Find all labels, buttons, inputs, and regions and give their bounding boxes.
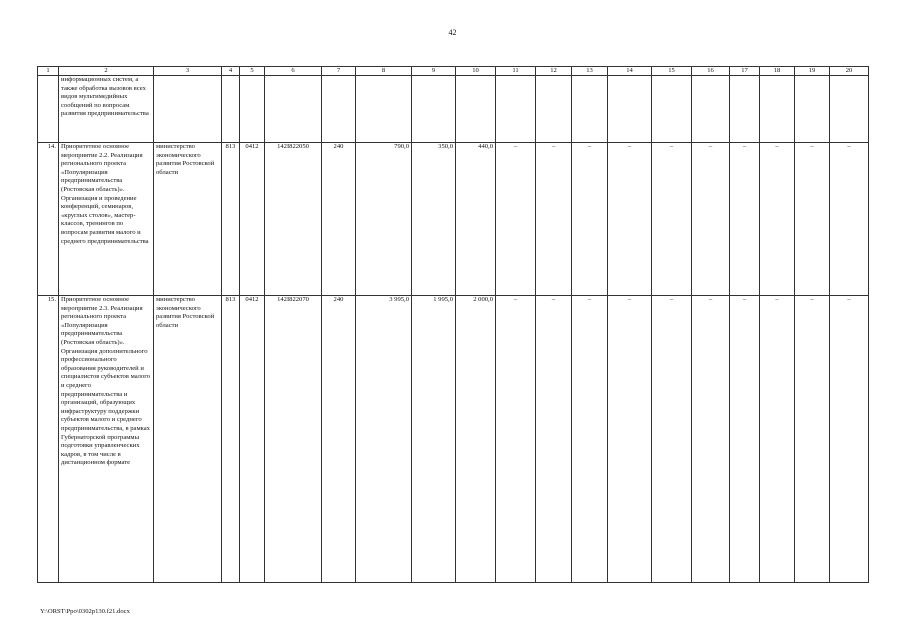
- table-row: [38, 143, 869, 296]
- header-cell: 16: [692, 67, 730, 76]
- year-amount: [536, 76, 572, 143]
- header-cell: 2: [59, 67, 154, 76]
- total-amount: 3 995,0: [356, 296, 412, 583]
- year-amount: [496, 76, 536, 143]
- header-cell: 20: [830, 67, 869, 76]
- year-amount: 350,0: [412, 143, 456, 296]
- page-number: 42: [448, 28, 457, 37]
- year-amount: –: [608, 296, 652, 583]
- target-article: 142I822070: [265, 296, 322, 583]
- year-amount: [795, 76, 830, 143]
- header-cell: 4: [222, 67, 240, 76]
- header-cell: 7: [322, 67, 356, 76]
- year-amount: –: [572, 143, 608, 296]
- header-cell: 11: [496, 67, 536, 76]
- year-amount: –: [730, 143, 760, 296]
- expense-type: 240: [322, 143, 356, 296]
- total-amount: 790,0: [356, 143, 412, 296]
- year-amount: 440,0: [456, 143, 496, 296]
- year-amount: –: [795, 296, 830, 583]
- year-amount: –: [536, 143, 572, 296]
- section-code: [240, 76, 265, 143]
- header-cell: 12: [536, 67, 572, 76]
- program-table: [37, 66, 869, 583]
- executor: министерство экономического развития Ростовской области: [154, 296, 222, 583]
- year-amount: –: [608, 143, 652, 296]
- grbs-code: 813: [222, 296, 240, 583]
- executor: министерство экономического развития Ростовской области: [154, 143, 222, 296]
- header-row: [38, 67, 869, 76]
- file-path-footer: Y:\ORST\Ppo\0302p130.f21.docx: [40, 608, 130, 615]
- header-cell: 8: [356, 67, 412, 76]
- grbs-code: [222, 76, 240, 143]
- year-amount: 1 995,0: [412, 296, 456, 583]
- header-cell: 3: [154, 67, 222, 76]
- year-amount: [608, 76, 652, 143]
- row-number: [38, 76, 59, 143]
- total-amount: [356, 76, 412, 143]
- header-cell: 6: [265, 67, 322, 76]
- year-amount: –: [496, 143, 536, 296]
- row-number: 15.: [38, 296, 59, 583]
- expense-type: 240: [322, 296, 356, 583]
- year-amount: [830, 76, 869, 143]
- header-cell: 15: [652, 67, 692, 76]
- year-amount: –: [795, 143, 830, 296]
- year-amount: [572, 76, 608, 143]
- year-amount: [730, 76, 760, 143]
- row-number: 14.: [38, 143, 59, 296]
- header-cell: 5: [240, 67, 265, 76]
- header-cell: 9: [412, 67, 456, 76]
- header-cell: 14: [608, 67, 652, 76]
- measure-name: Приоритетное основное мероприятие 2.3. Реализация регионального проекта «Популяризация предпринимательства (Ростовская область)». Организация дополнительного профессионального образования руководителей и специалистов субъектов малого и среднего предпринимательства и организаций, образующих инфраструктуру поддержки субъектов малого и среднего предпринимательства, в рамках Губернаторской программы подготовки управленческих кадров, в том числе в дистанционном формате: [59, 296, 154, 583]
- year-amount: [412, 76, 456, 143]
- header-cell: 17: [730, 67, 760, 76]
- year-amount: 2 000,0: [456, 296, 496, 583]
- header-cell: 1: [38, 67, 59, 76]
- year-amount: –: [830, 143, 869, 296]
- measure-name: информационных систем, а также обработка вызовов всех видов мультимедийных сообщений по вопросам развития предпринимательства: [59, 76, 154, 143]
- year-amount: –: [652, 296, 692, 583]
- executor: [154, 76, 222, 143]
- header-cell: 18: [760, 67, 795, 76]
- section-code: 0412: [240, 143, 265, 296]
- section-code: 0412: [240, 296, 265, 583]
- year-amount: –: [830, 296, 869, 583]
- year-amount: –: [730, 296, 760, 583]
- year-amount: –: [652, 143, 692, 296]
- target-article: [265, 76, 322, 143]
- year-amount: [456, 76, 496, 143]
- grbs-code: 813: [222, 143, 240, 296]
- year-amount: –: [760, 296, 795, 583]
- year-amount: [760, 76, 795, 143]
- table-row: [38, 296, 869, 583]
- expense-type: [322, 76, 356, 143]
- header-cell: 10: [456, 67, 496, 76]
- year-amount: –: [496, 296, 536, 583]
- target-article: 142I822050: [265, 143, 322, 296]
- year-amount: [652, 76, 692, 143]
- year-amount: –: [572, 296, 608, 583]
- year-amount: [692, 76, 730, 143]
- header-cell: 13: [572, 67, 608, 76]
- year-amount: –: [536, 296, 572, 583]
- year-amount: –: [760, 143, 795, 296]
- header-cell: 19: [795, 67, 830, 76]
- measure-name: Приоритетное основное мероприятие 2.2. Реализация регионального проекта «Популяризация предпринимательства (Ростовская область)». Организация и проведение конференций, семинаров, «круглых столов», мастер-классов, тренингов по вопросам развития малого и среднего предпринимательства: [59, 143, 154, 296]
- table-row: [38, 76, 869, 143]
- year-amount: –: [692, 296, 730, 583]
- year-amount: –: [692, 143, 730, 296]
